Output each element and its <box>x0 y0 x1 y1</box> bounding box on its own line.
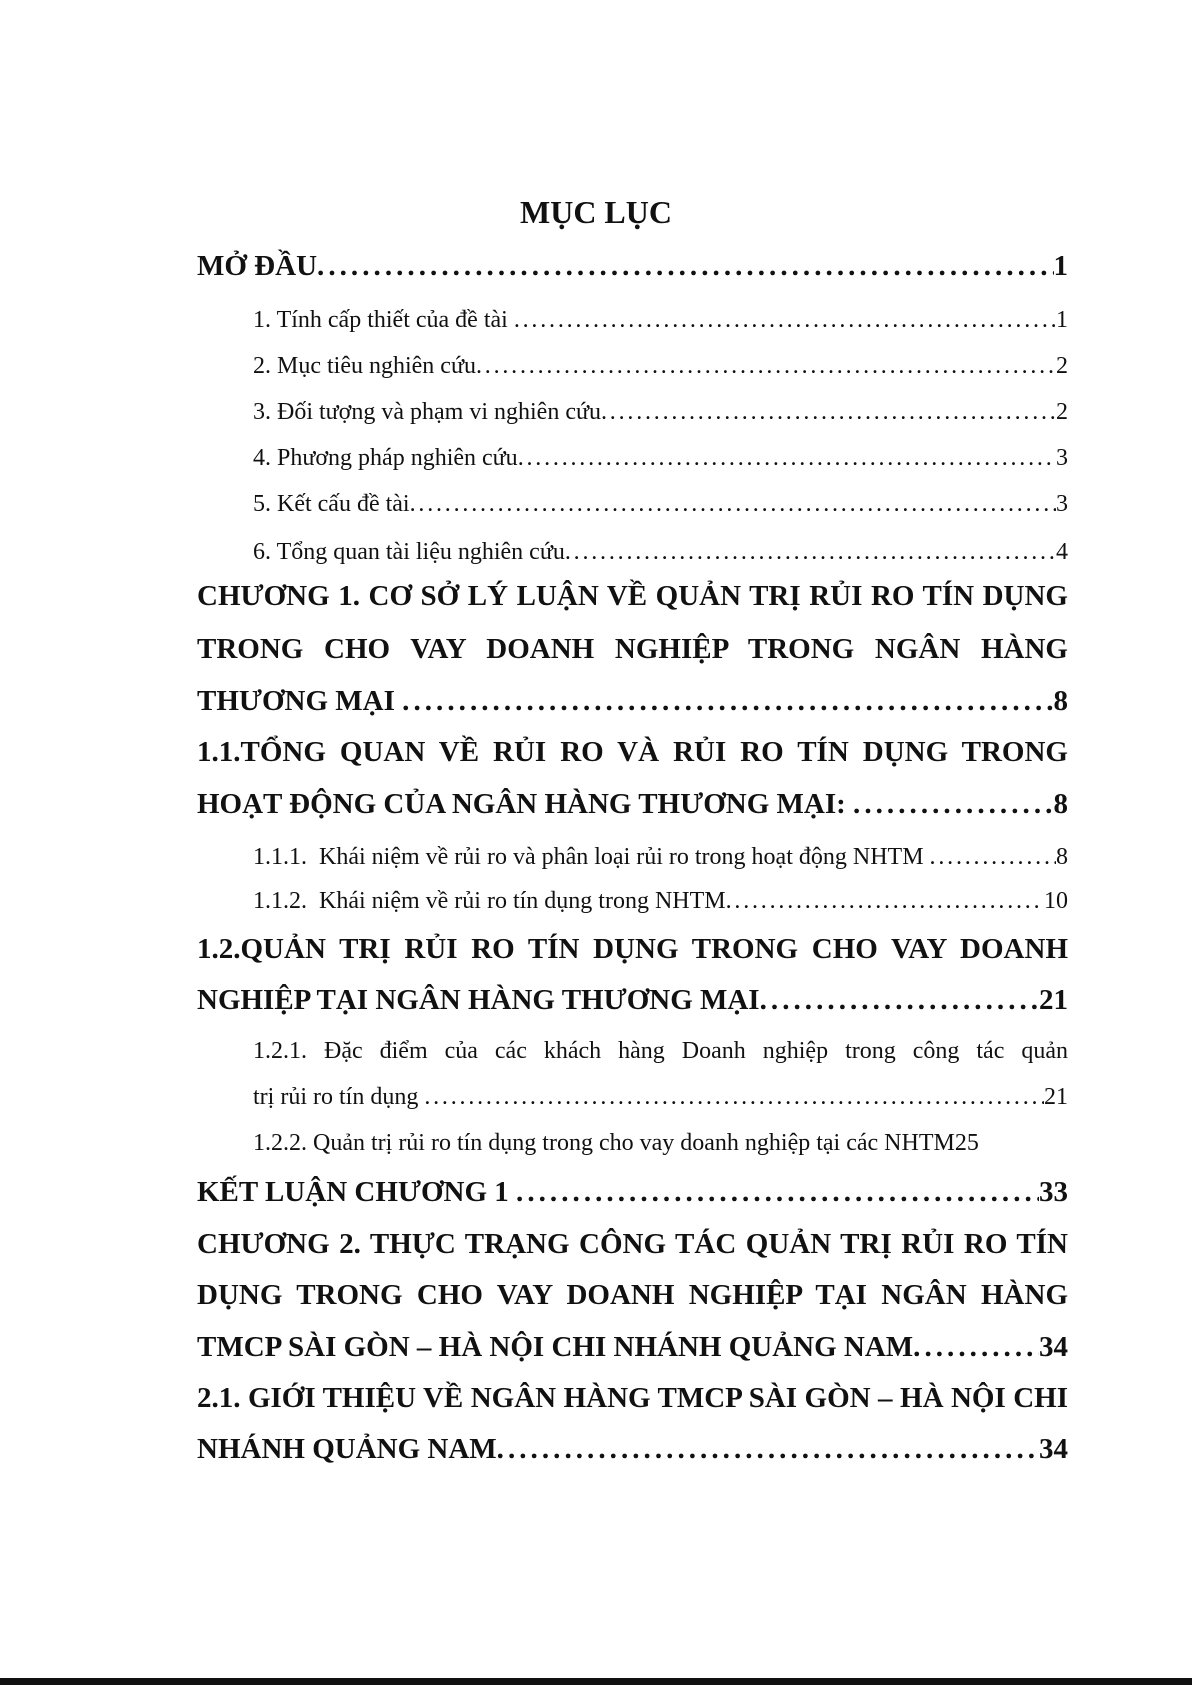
toc-page-number: 8 <box>1053 685 1068 717</box>
bottom-border <box>0 1678 1192 1685</box>
toc-entry-text: 1.1.1. Khái niệm về rủi ro và phân loại rủi ro trong hoạt động NHTM <box>253 844 930 870</box>
toc-page-number: 21 <box>1044 1084 1068 1110</box>
toc-entry-last-line <box>197 683 1068 719</box>
toc-entry-1-1-1[interactable] <box>253 842 1068 872</box>
toc-page-number: 25 <box>954 1130 979 1156</box>
toc-entry-text: 1.1.2. Khái niệm về rủi ro tín dụng trong NHTM <box>253 888 726 914</box>
dot-leader <box>317 248 1053 284</box>
toc-entry-1[interactable] <box>253 305 1068 335</box>
toc-entry-text: 4. Phương pháp nghiên cứu <box>253 445 518 471</box>
toc-page-number: 10 <box>1044 888 1068 914</box>
toc-entry-text: 6. Tổng quan tài liệu nghiên cứu <box>253 539 565 565</box>
dot-leader <box>760 982 1039 1018</box>
toc-entry-text-line: TRONG CHO VAY DOANH NGHIỆP TRONG NGÂN HÀNG <box>197 633 1068 665</box>
toc-entry-last-line <box>197 982 1068 1018</box>
toc-entry-text: trị rủi ro tín dụng <box>253 1084 425 1110</box>
dot-leader <box>476 351 1056 381</box>
toc-page-number: 8 <box>1056 844 1068 870</box>
dot-leader <box>518 443 1056 473</box>
toc-entry-text: TMCP SÀI GÒN – HÀ NỘI CHI NHÁNH QUẢNG NAM <box>197 1331 914 1363</box>
dot-leader <box>913 1329 1039 1365</box>
toc-entry-text-line: CHƯƠNG 1. CƠ SỞ LÝ LUẬN VỀ QUẢN TRỊ RỦI RO TÍN DỤNG <box>197 580 1068 612</box>
toc-entry-3[interactable] <box>253 397 1068 427</box>
toc-page-number: 4 <box>1056 539 1068 565</box>
dot-leader <box>497 1431 1039 1467</box>
toc-entry-text: 1. Tính cấp thiết của đề tài <box>253 307 514 333</box>
toc-entry-last-line <box>197 1329 1068 1365</box>
toc-entry-5[interactable] <box>253 489 1068 519</box>
toc-entry-text: 1.2.2. Quản trị rủi ro tín dụng trong cho vay doanh nghiệp tại các NHTM <box>253 1130 955 1156</box>
dot-leader <box>410 489 1056 519</box>
toc-entry-2[interactable] <box>253 351 1068 381</box>
toc-entry-text-line: 2.1. GIỚI THIỆU VỀ NGÂN HÀNG TMCP SÀI GÒN – HÀ NỘI CHI <box>197 1382 1068 1414</box>
dot-leader <box>565 537 1056 567</box>
toc-entry-text-line: DỤNG TRONG CHO VAY DOANH NGHIỆP TẠI NGÂN HÀNG <box>197 1279 1068 1311</box>
dot-leader <box>516 1174 1039 1210</box>
dot-leader <box>726 886 1044 916</box>
toc-entry-ket-luan-1[interactable] <box>197 1174 1068 1210</box>
toc-page-number: 2 <box>1056 353 1068 379</box>
toc-entry-text: NHÁNH QUẢNG NAM <box>197 1433 497 1465</box>
toc-page-number: 34 <box>1039 1331 1068 1363</box>
dot-leader <box>601 397 1056 427</box>
toc-page-number: 1 <box>1056 307 1068 333</box>
toc-entry-text: 2. Mục tiêu nghiên cứu <box>253 353 476 379</box>
toc-entry-4[interactable] <box>253 443 1068 473</box>
toc-entry-last-line <box>253 1082 1068 1112</box>
toc-entry-text-line: 1.2.1. Đặc điểm của các khách hàng Doanh nghiệp trong công tác quản <box>253 1038 1068 1064</box>
dot-leader <box>514 305 1056 335</box>
dot-leader <box>853 786 1053 822</box>
dot-leader <box>424 1082 1044 1112</box>
toc-entry-text: NGHIỆP TẠI NGÂN HÀNG THƯƠNG MẠI <box>197 984 760 1016</box>
toc-entry-text-line: 1.2.QUẢN TRỊ RỦI RO TÍN DỤNG TRONG CHO VAY DOANH <box>197 933 1068 965</box>
toc-page-number: 8 <box>1053 788 1068 820</box>
toc-entry-text: 5. Kết cấu đề tài <box>253 491 410 517</box>
toc-page-number: 3 <box>1056 491 1068 517</box>
toc-entry-1-1-2[interactable] <box>253 886 1068 916</box>
toc-page-number: 33 <box>1039 1176 1068 1208</box>
toc-entry-text: KẾT LUẬN CHƯƠNG 1 <box>197 1176 517 1208</box>
toc-title: MỤC LỤC <box>520 194 672 230</box>
toc-entry-mo-dau[interactable] <box>197 248 1068 284</box>
toc-entry-text: MỞ ĐẦU <box>197 250 318 282</box>
toc-entry-1-2-2[interactable] <box>253 1128 1068 1158</box>
toc-entry-text: HOẠT ĐỘNG CỦA NGÂN HÀNG THƯƠNG MẠI: <box>197 788 854 820</box>
toc-page-number: 2 <box>1056 399 1068 425</box>
toc-entry-last-line <box>197 1431 1068 1467</box>
toc-page-number: 21 <box>1039 984 1068 1016</box>
toc-entry-text-line: 1.1.TỔNG QUAN VỀ RỦI RO VÀ RỦI RO TÍN DỤNG TRONG <box>197 736 1068 768</box>
toc-page-number: 34 <box>1039 1433 1068 1465</box>
toc-entry-last-line <box>197 786 1068 822</box>
dot-leader <box>402 683 1053 719</box>
toc-entry-text: 3. Đối tượng và phạm vi nghiên cứu <box>253 399 601 425</box>
toc-entry-text-line: CHƯƠNG 2. THỰC TRẠNG CÔNG TÁC QUẢN TRỊ RỦI RO TÍN <box>197 1228 1068 1260</box>
toc-entry-6[interactable] <box>253 537 1068 567</box>
dot-leader <box>930 842 1056 872</box>
toc-page-number: 1 <box>1053 250 1068 282</box>
toc-page-number: 3 <box>1056 445 1068 471</box>
toc-entry-text: THƯƠNG MẠI <box>197 685 403 717</box>
